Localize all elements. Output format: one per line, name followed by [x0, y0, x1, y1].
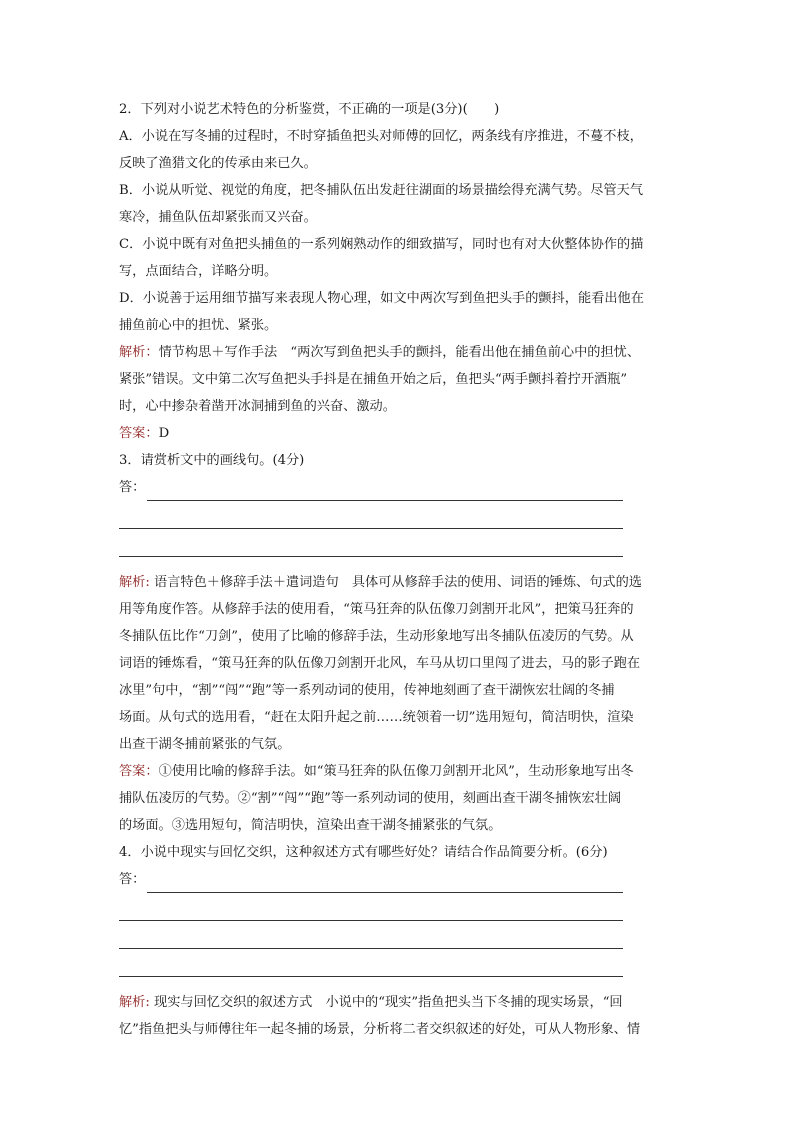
q2-option-a-line1: A．小说在写冬捕的过程时，不时穿插鱼把头对师傅的回忆，两条线有序推进，不蔓不枝， [119, 129, 643, 144]
q3-analysis-line4: 词语的锤炼看，“策马狂奔的队伍像刀剑割开北风，车马从切口里闯了进去，马的影子跑在 [119, 656, 641, 671]
q2-option-a-line2: 反映了渔猎文化的传承由来已久。 [119, 156, 317, 171]
q2-option-b-line2: 寒冷，捕鱼队伍却紧张而又兴奋。 [119, 210, 317, 225]
q3-answer-line-1[interactable] [147, 482, 623, 501]
q2-answer [119, 420, 679, 447]
q3-analysis-line5: 冰里”句中，“割”“闯”“跑”等一系列动词的使用，传神地刻画了查干湖恢宏壮阔的冬捕 [119, 683, 615, 698]
q4-answer-line-1[interactable] [147, 874, 623, 893]
q2-analysis-line3: 时，心中掺杂着凿开冰洞捕到鱼的兴奋、激动。 [119, 399, 396, 414]
q3-analysis-line1: 解析: 语言特色＋修辞手法＋遣词造句 具体可从修辞手法的使用、词语的锤炼、句式的选 [119, 575, 642, 590]
q3-analysis-line6: 场面。从句式的选用看，“赶在太阳升起之前……统领着一切”选用短句，简洁明快，渲染 [119, 710, 634, 725]
q4-analysis-line2: 忆”指鱼把头与师傅往年一起冬捕的场景，分析将二者交织叙述的好处，可从人物形象、情 [119, 1022, 641, 1037]
q4-answer-prompt: 答： [119, 872, 146, 887]
q2-stem: 2．下列对小说艺术特色的分析鉴赏，不正确的一项是(3分)( ) [119, 102, 500, 117]
q2-option-d-line2: 捕鱼前心中的担忧、紧张。 [119, 318, 278, 333]
q4-answer-row [119, 866, 679, 893]
q3-answer-line-2[interactable] [119, 510, 623, 529]
q3-stem: 3．请赏析文中的画线句。(4分) [119, 453, 305, 468]
q4-analysis-label: 解析: [119, 995, 150, 1010]
q2-option-d-line1: D．小说善于运用细节描写来表现人物心理，如文中两次写到鱼把头手的颤抖，能看出他在 [119, 291, 644, 306]
q3-answer-line1: 答案：①使用比喻的修辞手法。如“策马狂奔的队伍像刀剑割开北风”，生动形象地写出冬 [119, 764, 634, 779]
q3-analysis-line3: 冬捕队伍比作“刀剑”，使用了比喻的修辞手法，生动形象地写出冬捕队伍凌厉的气势。从 [119, 629, 634, 644]
q3-analysis-label: 解析: [119, 575, 150, 590]
q2-option-c-line1: C．小说中既有对鱼把头捕鱼的一系列娴熟动作的细致描写，同时也有对大伙整体协作的描 [119, 237, 644, 252]
q2-answer-value: D [158, 426, 170, 441]
q2-option-c-line2: 写，点面结合，详略分明。 [119, 264, 278, 279]
q2-option-b-line1: B．小说从听觉、视觉的角度，把冬捕队伍出发赶往湖面的场景描绘得充满气势。尽管天气 [119, 183, 643, 198]
q2-analysis-line1: 解析：情节构思＋写作手法 “两次写到鱼把头手的颤抖，能看出他在捕鱼前心中的担忧、 [119, 345, 641, 360]
q2-analysis-label: 解析： [119, 345, 159, 360]
q3-answer-line2: 捕队伍凌厉的气势。②“割”“闯”“跑”等一系列动词的使用，刻画出查干湖冬捕恢宏壮阔 [119, 791, 622, 806]
q3-answer-row [119, 474, 679, 501]
q3-analysis-line7: 出查干湖冬捕前紧张的气氛。 [119, 737, 291, 752]
document-page [119, 96, 679, 1043]
q3-answer-prompt: 答： [119, 480, 146, 495]
q4-answer-line-4[interactable] [119, 958, 623, 977]
q3-answer-line-3[interactable] [119, 538, 623, 557]
q3-answer-label: 答案： [119, 764, 159, 779]
q4-analysis-line1: 解析: 现实与回忆交织的叙述方式 小说中的“现实”指鱼把头当下冬捕的现实场景，“回 [119, 995, 623, 1010]
q4-answer-line-3[interactable] [119, 930, 623, 949]
q3-analysis-line2: 用等角度作答。从修辞手法的使用看，“策马狂奔的队伍像刀剑割开北风”，把策马狂奔的 [119, 602, 634, 617]
q2-analysis-line2: 紧张”错误。文中第二次写鱼把头手抖是在捕鱼开始之后，鱼把头“两手颤抖着拧开酒瓶” [119, 372, 628, 387]
q3-answer-line3: 的场面。③选用短句，简洁明快，渲染出查干湖冬捕紧张的气氛。 [119, 818, 502, 833]
q4-stem: 4．小说中现实与回忆交织，这种叙述方式有哪些好处？请结合作品简要分析。(6分) [119, 845, 608, 860]
q2-answer-label: 答案： [119, 426, 159, 441]
q4-answer-line-2[interactable] [119, 902, 623, 921]
